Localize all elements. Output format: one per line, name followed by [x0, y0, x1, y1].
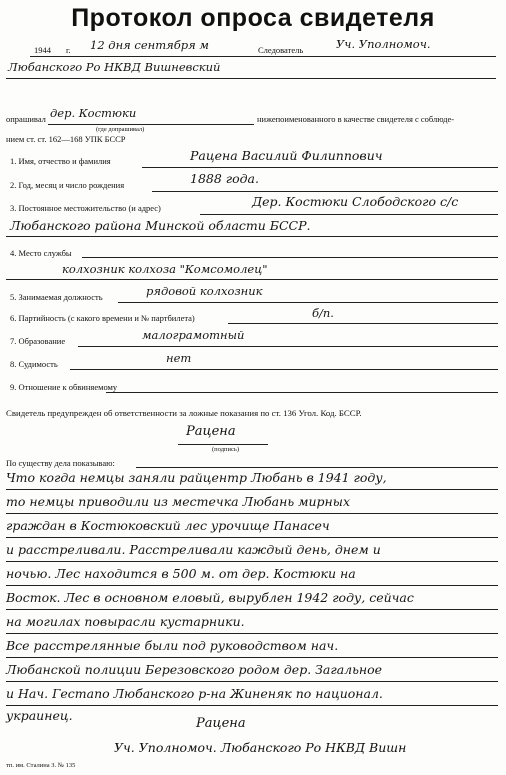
testimony-line: Любанской полиции Березовского родом дер. Загальное	[6, 662, 383, 677]
field-value-party: б/п.	[312, 306, 334, 320]
testimony-line: и расстреливали. Расстреливали каждый день, днем и	[6, 542, 381, 557]
field-value-position: рядовой колхозник	[146, 284, 263, 298]
testimony-line: Восток. Лес в основном еловый, вырублен 1942 году, сейчас	[6, 590, 414, 605]
year-label: 1944	[34, 45, 51, 55]
testimony-line: Что когда немцы заняли райцентр Любань в 1941 году,	[6, 470, 387, 485]
place-tail-text: нижепоименованного в качестве свидетеля с соблюде-	[257, 114, 455, 124]
testimony-label: По существу дела показываю:	[6, 458, 115, 468]
field-label-education: 7. Образование	[10, 336, 66, 346]
place-line2-text: нием ст. ст. 162—168 УПК БССР	[6, 134, 126, 144]
testimony-line: ночью. Лес находится в 500 м. от дер. Костюки на	[6, 566, 356, 581]
testimony-line: на могилах повырасли кустарники.	[6, 614, 245, 629]
testimony-line: граждан в Костюковский лес урочище Панасеч	[6, 518, 330, 533]
warning-text: Свидетель предупрежден об ответственности за ложные показания по ст. 136 Угол. Код. БССР.	[6, 408, 362, 418]
witness-signature: Рацена	[186, 424, 236, 439]
field-label-name: 1. Имя, отчество и фамилия	[10, 156, 111, 166]
field-value-conviction: нет	[166, 351, 192, 365]
field-value-education: малограмотный	[142, 328, 245, 342]
field-label-party: 6. Партийность (с какого времени и № партбилета)	[10, 313, 195, 323]
year-suffix: г.	[66, 45, 71, 55]
place-handwritten: дер. Костюки	[50, 106, 137, 120]
testimony-line: украинец.	[6, 708, 73, 723]
field-label-address: 3. Постоянное местожительство (и адрес)	[10, 203, 161, 213]
testimony-line: и Нач. Гестапо Любанского р-на Жиненяк по национал.	[6, 686, 383, 701]
field-label-position: 5. Занимаемая должность	[10, 292, 103, 302]
testimony-line: то немцы приводили из местечка Любань мирных	[6, 494, 351, 509]
page-title: Протокол опроса свидетеля	[71, 4, 435, 32]
investigator-label: Следователь	[258, 45, 304, 55]
field-label-workplace: 4. Место службы	[10, 248, 72, 258]
field-value-address-line2: Любанского района Минской области БССР.	[10, 218, 311, 233]
field-value-workplace: колхозник колхоза "Комсомолец"	[62, 262, 268, 276]
bottom-witness-signature: Рацена	[196, 716, 246, 731]
testimony-line: Все расстрелянные были под руководством нач.	[6, 638, 339, 653]
investigator-handwritten: Уч. Уполномоч.	[336, 37, 431, 51]
field-value-birth: 1888 года.	[190, 171, 259, 186]
field-value-name: Рацена Василий Филиппович	[190, 148, 383, 163]
field-label-birth: 2. Год, месяц и число рождения	[10, 180, 125, 190]
date-handwritten: 12 дня сентября м	[90, 38, 209, 52]
investigator-line2-handwritten: Любанского Ро НКВД Вишневский	[8, 60, 221, 74]
printer-mark: тп. им. Сталина З. № 135	[6, 762, 76, 769]
bottom-officer-signature: Уч. Уполномоч. Любанского Ро НКВД Вишн	[114, 740, 407, 755]
field-value-address: Дер. Костюки Слободского с/с	[252, 194, 459, 209]
place-sublabel: (где допрашивал)	[96, 126, 145, 133]
place-label: опрашивал	[6, 114, 46, 124]
field-label-relation: 9. Отношение к обвиняемому	[10, 382, 118, 392]
field-label-conviction: 8. Судимость	[10, 359, 58, 369]
witness-signature-label: (подпись)	[212, 446, 239, 453]
